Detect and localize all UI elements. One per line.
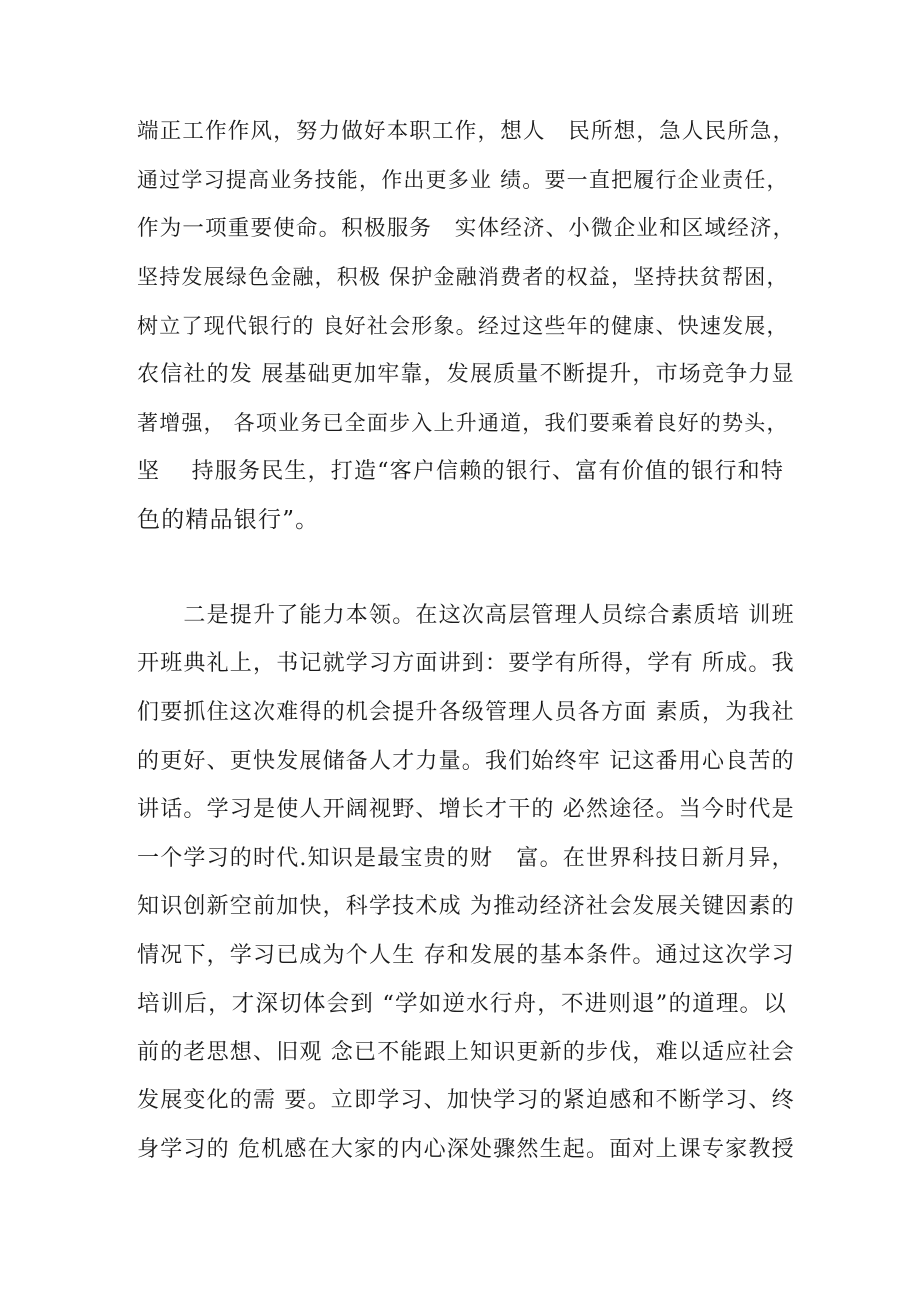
paragraph-2-line: 的更好、更快发展储备人才力量。我们始终牢 记这番用心良苦的 [137, 749, 795, 774]
paragraph-1-line: 色的精品银行”。 [137, 507, 320, 533]
paragraph-1-line: 树立了现代银行的 良好社会形象。经过这些年的健康、快速发展， [137, 314, 789, 338]
paragraph-2-line: 二是提升了能力本领。在这次高层管理人员综合素质培 训班 [137, 603, 795, 628]
paragraph-2-line: 前的老思想、旧观 念已不能跟上知识更新的步伐，难以适应社会 [137, 1040, 795, 1065]
paragraph-2-line: 讲话。学习是使人开阔视野、增长才干的 必然途径。当今时代是 [137, 797, 795, 822]
paragraph-1-line: 坚 持服务民生，打造“客户信赖的银行、富有价值的银行和特 [137, 459, 785, 484]
paragraph-1-line: 农信社的发 展基础更加牢靠，发展质量不断提升，市场竞争力显 [137, 362, 795, 387]
paragraph-2-line: 发展变化的需 要。立即学习、加快学习的紧迫感和不断学习、终 [137, 1088, 795, 1113]
paragraph-1-line: 作为一项重要使命。积极服务 实体经济、小微企业和区域经济， [137, 216, 796, 241]
paragraph-2-line: 情况下，学习已成为个人生 存和发展的基本条件。通过这次学习 [137, 943, 795, 968]
paragraph-2-line: 身学习的 危机感在大家的内心深处骤然生起。面对上课专家教授 [137, 1137, 795, 1162]
paragraph-1-line: 通过学习提高业务技能，作出更多业 绩。要一直把履行企业责任， [137, 168, 789, 192]
paragraph-1-line: 著增强， 各项业务已全面步入上升通道，我们要乘着良好的势头， [137, 411, 789, 435]
paragraph-2-line: 一个学习的时代.知识是最宝贵的财 富。在世界科技日新月异， [137, 846, 795, 871]
paragraph-1-line: 坚持发展绿色金融，积极 保护金融消费者的权益，坚持扶贫帮困， [137, 265, 789, 289]
paragraph-2-line: 们要抓住这次难得的机会提升各级管理人员各方面 素质，为我社 [137, 700, 795, 725]
paragraph-1-line: 端正工作作风，努力做好本职工作，想人 民所想，急人民所急， [137, 119, 796, 144]
paragraph-2-line: 培训后，才深切体会到 “学如逆水行舟，不进则退”的道理。以 [137, 991, 787, 1017]
paragraph-2-line: 知识创新空前加快，科学技术成 为推动经济社会发展关键因素的 [137, 894, 795, 919]
paragraph-2-line: 开班典礼上，书记就学习方面讲到：要学有所得，学有 所成。我 [137, 651, 795, 676]
